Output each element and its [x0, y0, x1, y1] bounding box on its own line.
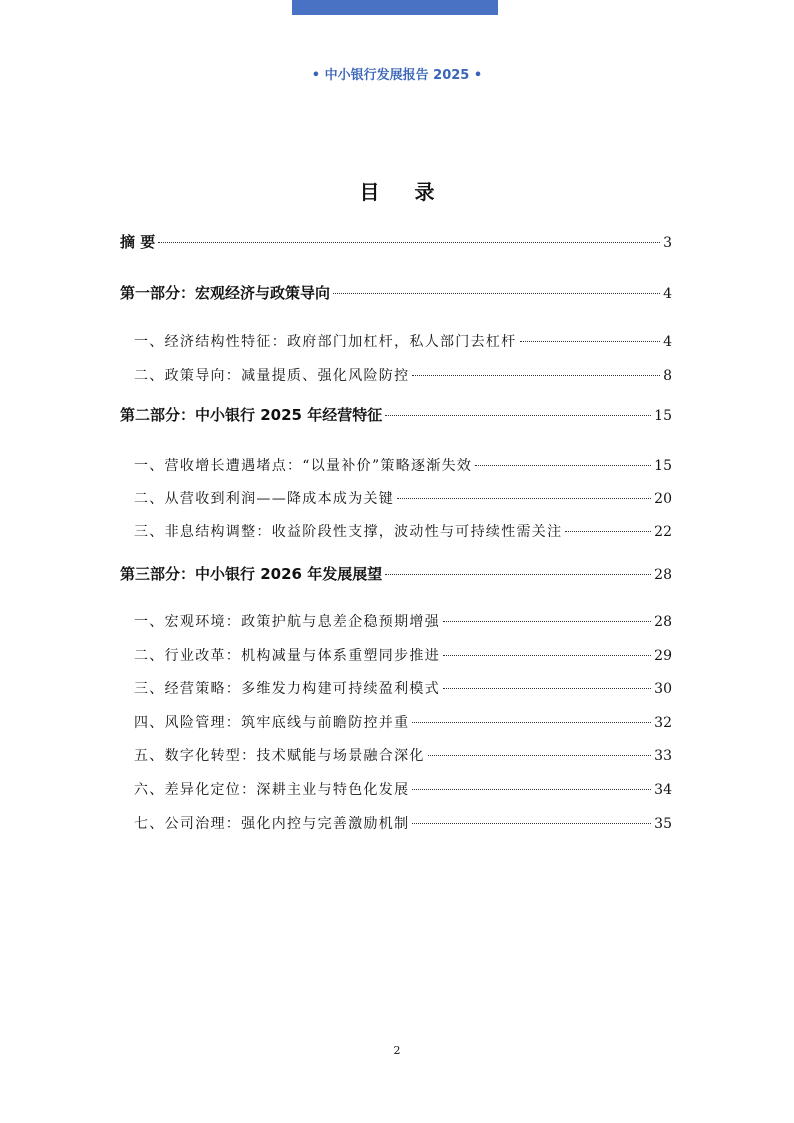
toc-entry-part-3-section-2[interactable] [134, 645, 672, 665]
toc-entry-part-3-section-1[interactable] [134, 611, 672, 631]
toc-entry-summary[interactable] [120, 231, 672, 252]
toc-entry-label: 三、非息结构调整：收益阶段性支撑，波动性与可持续性需关注 [134, 524, 563, 540]
toc-entry-part-3[interactable] [120, 563, 672, 584]
toc-entry-label: 第三部分：中小银行 2026 年发展展望 [120, 565, 383, 583]
toc-entry-label: 第一部分：宏观经济与政策导向 [120, 284, 331, 302]
toc-entry-part-2-section-2[interactable] [134, 488, 672, 508]
toc-entry-page: 34 [654, 782, 672, 798]
toc-leader-dots [443, 621, 651, 622]
toc-entry-page: 15 [654, 458, 672, 474]
toc-leader-dots [158, 242, 660, 243]
toc-leader-dots [428, 755, 651, 756]
page-number: 2 [393, 1044, 401, 1057]
toc-entry-label: 一、宏观环境：政策护航与息差企稳预期增强 [134, 614, 440, 630]
toc-entry-label: 二、行业改革：机构减量与体系重塑同步推进 [134, 648, 440, 664]
toc-entry-label: 六、差异化定位：深耕主业与特色化发展 [134, 782, 410, 798]
toc-leader-dots [443, 688, 651, 689]
toc-entry-page: 3 [663, 235, 672, 251]
toc-entry-page: 33 [654, 748, 672, 764]
toc-entry-page: 15 [654, 408, 672, 424]
toc-leader-dots [565, 531, 651, 532]
toc-entry-label: 摘 要 [120, 233, 156, 251]
toc-entry-label: 七、公司治理：强化内控与完善激励机制 [134, 816, 410, 832]
toc-entry-page: 4 [663, 334, 672, 350]
toc-entry-page: 22 [654, 524, 672, 540]
toc-entry-page: 28 [654, 567, 672, 583]
toc-entry-page: 29 [654, 648, 672, 664]
toc-leader-dots [385, 574, 651, 575]
toc-entry-label: 三、经营策略：多维发力构建可持续盈利模式 [134, 681, 440, 697]
toc-entry-page: 28 [654, 614, 672, 630]
header-accent-bar [292, 0, 498, 15]
toc-leader-dots [385, 415, 651, 416]
toc-title: 目 录 [359, 180, 449, 204]
toc-entry-label: 一、营收增长遭遇堵点：“以量补价”策略逐渐失效 [134, 458, 473, 474]
toc-entry-part-3-section-4[interactable] [134, 712, 672, 732]
toc-entry-label: 四、风险管理：筑牢底线与前瞻防控并重 [134, 715, 410, 731]
toc-leader-dots [520, 341, 661, 342]
toc-entry-part-3-section-3[interactable] [134, 678, 672, 698]
report-header-title: • 中小银行发展报告 2025 • [311, 68, 483, 83]
toc-entry-part-3-section-6[interactable] [134, 779, 672, 799]
toc-entry-part-3-section-7[interactable] [134, 813, 672, 833]
toc-entry-part-1[interactable] [120, 282, 672, 303]
toc-entry-label: 二、从营收到利润——降成本成为关键 [134, 491, 395, 507]
toc-leader-dots [412, 722, 651, 723]
toc-entry-page: 35 [654, 816, 672, 832]
toc-leader-dots [412, 789, 651, 790]
toc-entry-page: 4 [663, 286, 672, 302]
toc-leader-dots [412, 823, 651, 824]
toc-leader-dots [333, 293, 660, 294]
toc-entry-label: 一、经济结构性特征：政府部门加杠杆，私人部门去杠杆 [134, 334, 517, 350]
toc-leader-dots [412, 375, 660, 376]
toc-entry-page: 30 [654, 681, 672, 697]
toc-entry-label: 第二部分：中小银行 2025 年经营特征 [120, 406, 383, 424]
toc-leader-dots [443, 655, 651, 656]
toc-entry-page: 8 [663, 368, 672, 384]
toc-entry-label: 五、数字化转型：技术赋能与场景融合深化 [134, 748, 425, 764]
toc-entry-part-2-section-3[interactable] [134, 521, 672, 541]
toc-entry-page: 32 [654, 715, 672, 731]
toc-entry-part-1-section-1[interactable] [134, 331, 672, 351]
toc-leader-dots [475, 465, 651, 466]
toc-entry-label: 二、政策导向：减量提质、强化风险防控 [134, 368, 410, 384]
toc-entry-page: 20 [654, 491, 672, 507]
toc-leader-dots [397, 498, 651, 499]
toc-entry-part-2[interactable] [120, 404, 672, 425]
toc-entry-part-2-section-1[interactable] [134, 455, 672, 475]
toc-entry-part-1-section-2[interactable] [134, 365, 672, 385]
toc-entry-part-3-section-5[interactable] [134, 745, 672, 765]
